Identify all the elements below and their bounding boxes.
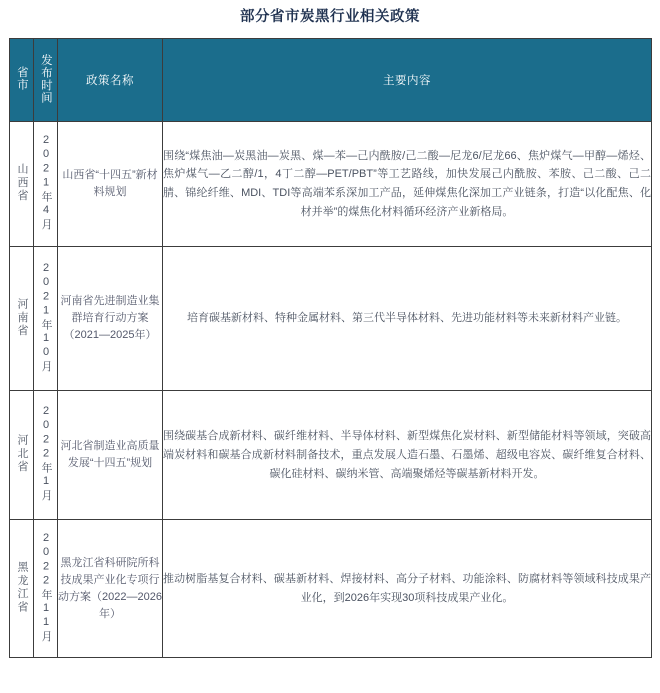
- policy-table: [9, 38, 652, 658]
- column-header-main-content-label: 主要内容: [383, 75, 431, 88]
- table-row: [10, 391, 652, 520]
- column-header-province-label: 省市: [15, 66, 28, 92]
- cell-main-content: 围绕“煤焦油—炭黑油—炭黑、煤—苯—己内酰胺/己二酸—尼龙6/尼龙66、焦炉煤气—甲醇—烯烃、焦炉煤气—乙二醇/1，4丁二醇—PET/PBT”等工艺路线，加快发展己内酰胺、苯胺、己二酸、己二腈、锦纶纤维、MDI、TDI等高端苯系深加工产品，延伸煤焦化深加工产业链条，打造“以化配焦、化材并举”的煤焦化材料循环经济产业新格局。: [163, 122, 652, 247]
- cell-date: [34, 520, 58, 658]
- column-header-date-label: 发布时间: [39, 53, 52, 104]
- cell-province: [10, 520, 34, 658]
- column-header-date: [34, 39, 58, 122]
- column-header-main-content: [163, 39, 652, 122]
- page-title: 部分省市炭黑行业相关政策: [240, 9, 420, 25]
- column-header-policy-name: [58, 39, 163, 122]
- date-value: 2022年11月: [40, 531, 53, 644]
- cell-policy-name: 山西省“十四五”新材料规划: [58, 122, 163, 247]
- cell-date: [34, 247, 58, 391]
- policy-table-container: [9, 38, 651, 658]
- table-body: [10, 122, 652, 658]
- cell-main-content: 推动树脂基复合材料、碳基新材料、焊接材料、高分子材料、功能涂料、防腐材料等领域科技成果产业化，到2026年实现30项科技成果产业化。: [163, 520, 652, 658]
- table-row: [10, 122, 652, 247]
- cell-date: [34, 391, 58, 520]
- table-header-row: [10, 39, 652, 122]
- column-header-province: [10, 39, 34, 122]
- cell-main-content: 培育碳基新材料、特种金属材料、第三代半导体材料、先进功能材料等未来新材料产业链。: [163, 247, 652, 391]
- province-value: 河南省: [16, 297, 29, 338]
- date-value: 2021年4月: [40, 134, 53, 232]
- cell-province: [10, 247, 34, 391]
- cell-province: [10, 122, 34, 247]
- table-row: [10, 520, 652, 658]
- date-value: 2022年1月: [40, 405, 53, 503]
- cell-date: [34, 122, 58, 247]
- date-value: 2021年10月: [40, 261, 53, 374]
- cell-province: [10, 391, 34, 520]
- table-header: [10, 39, 652, 122]
- cell-main-content: 围绕碳基合成新材料、碳纤维材料、半导体材料、新型煤焦化炭材料、新型储能材料等领域，突破高端炭材料和碳基合成新材料制备技术，重点发展人造石墨、石墨烯、超级电容炭、碳纤维复合材料、碳化硅材料、碳纳米管、高端聚烯烃等碳基新材料开发。: [163, 391, 652, 520]
- cell-policy-name: 黑龙江省科研院所科技成果产业化专项行动方案（2022—2026年）: [58, 520, 163, 658]
- cell-policy-name: 河南省先进制造业集群培育行动方案（2021—2025年）: [58, 247, 163, 391]
- province-value: 黑龙江省: [16, 560, 29, 614]
- table-row: [10, 247, 652, 391]
- cell-policy-name: 河北省制造业高质量发展“十四五”规划: [58, 391, 163, 520]
- province-value: 河北省: [16, 434, 29, 474]
- province-value: 山西省: [16, 163, 29, 203]
- column-header-policy-name-label: 政策名称: [86, 75, 134, 88]
